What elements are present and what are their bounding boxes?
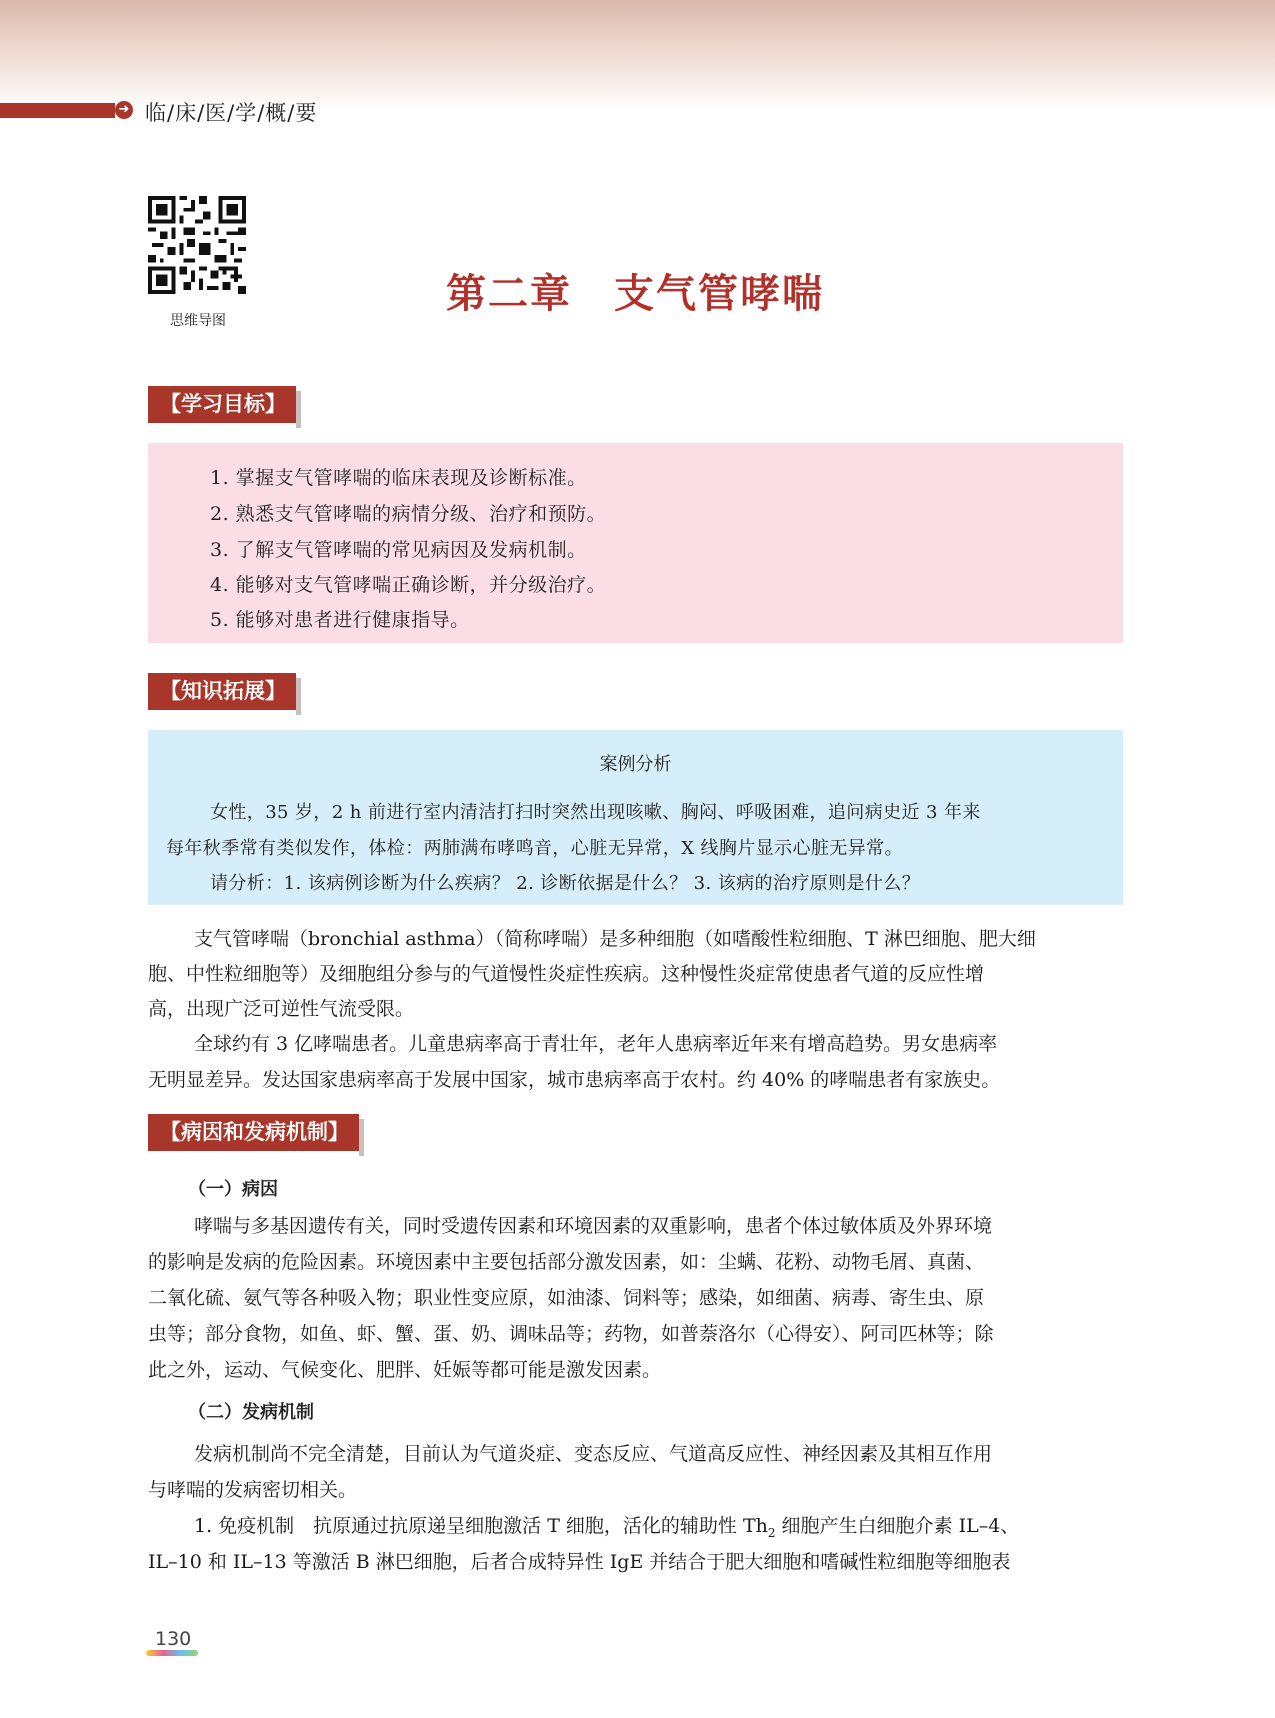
etiology-line: 的影响是发病的危险因素。环境因素中主要包括部分激发因素，如：尘螨、花粉、动物毛屑、真菌、 [148,1251,985,1273]
subsection-heading-etiology: （一）病因 [188,1179,278,1200]
intro-paragraph-line: 胞、中性粒细胞等）及细胞组分参与的气道慢性炎症性疾病。这种慢性炎症常使患者气道的反应性增 [148,963,985,985]
case-line: 请分析：1. 该病例诊断为什么疾病？ 2. 诊断依据是什么？ 3. 该病的治疗原则是什么？ [210,873,921,894]
etiology-line: 二氧化硫、氨气等各种吸入物；职业性变应原，如油漆、饲料等；感染，如细菌、病毒、寄生虫、原 [148,1287,985,1309]
section-etiology-label [148,1114,359,1151]
page-number: 130 [155,1628,192,1650]
section-objectives-label [148,386,296,423]
pathogenesis-line: 发病机制尚不完全清楚，目前认为气道炎症、变态反应、气道高反应性、神经因素及其相互作用 [194,1443,993,1465]
label-shadow [296,391,301,428]
etiology-line: 哮喘与多基因遗传有关，同时受遗传因素和环境因素的双重影响，患者个体过敏体质及外界环境 [194,1215,993,1237]
intro-paragraph-line: 全球约有 3 亿哮喘患者。儿童患病率高于青壮年，老年人患病率近年来有增高趋势。男女患病率 [194,1033,998,1055]
arrow-right-icon: ➜ [115,101,133,119]
case-title: 案例分析 [599,754,672,775]
objective-item: 3. 了解支气管哮喘的常见病因及发病机制。 [210,539,587,561]
book-title: 临/床/医/学/概/要 [145,101,318,125]
objective-item: 4. 能够对支气管哮喘正确诊断，并分级治疗。 [210,574,607,596]
case-analysis-box [148,730,1123,905]
etiology-line: 此之外，运动、气候变化、肥胖、妊娠等都可能是激发因素。 [148,1359,662,1381]
immune-mechanism-line [148,1511,1169,1540]
label-shadow [296,678,301,715]
objectives-box [148,443,1123,643]
case-line: 每年秋季常有类似发作，体检：两肺满布哮鸣音，心脏无异常，X 线胸片显示心脏无异常。 [166,838,903,859]
intro-paragraph-line: 高，出现广泛可逆性气流受限。 [148,998,415,1020]
page-number-decoration [146,1650,198,1656]
chapter-title: 第二章 支气管哮喘 [446,270,824,317]
objective-item: 1. 掌握支气管哮喘的临床表现及诊断标准。 [210,467,587,489]
intro-paragraph-line: 支气管哮喘（bronchial asthma）（简称哮喘）是多种细胞（如嗜酸性粒细胞、T 淋巴细胞、肥大细 [194,928,1036,950]
label-shadow [359,1119,364,1156]
immune-subscript: 2 [767,1525,776,1540]
qr-label: 思维导图 [170,313,226,329]
immune-text-b: 细胞产生白细胞介素 IL–4、 [775,1515,1020,1537]
section-objectives-text: 【学习目标】 [160,392,286,416]
immune-text-a: 1. 免疫机制 抗原通过抗原递呈细胞激活 T 细胞，活化的辅助性 Th [194,1515,768,1537]
objective-item: 5. 能够对患者进行健康指导。 [210,609,470,631]
page-top-gradient [0,0,1275,110]
immune-mechanism-line: IL–10 和 IL–13 等激活 B 淋巴细胞，后者合成特异性 IgE 并结合于肥大细胞和嗜碱性粒细胞等细胞表 [148,1551,1011,1573]
section-knowledge-text: 【知识拓展】 [160,679,286,703]
subsection-heading-pathogenesis: （二）发病机制 [188,1402,314,1423]
header-bar [0,103,115,118]
pathogenesis-line: 与哮喘的发病密切相关。 [148,1479,358,1501]
etiology-line: 虫等；部分食物，如鱼、虾、蟹、蛋、奶、调味品等；药物，如普萘洛尔（心得安）、阿司匹林等；除 [148,1323,994,1345]
case-line: 女性，35 岁，2 h 前进行室内清洁打扫时突然出现咳嗽、胸闷、呼吸困难，追问病史近 3 年来 [210,802,981,823]
qr-code-icon [148,196,246,294]
objective-item: 2. 熟悉支气管哮喘的病情分级、治疗和预防。 [210,503,607,525]
section-knowledge-label [148,673,296,710]
section-etiology-text: 【病因和发病机制】 [160,1120,349,1144]
intro-paragraph-line: 无明显差异。发达国家患病率高于发展中国家，城市患病率高于农村。约 40% 的哮喘患者有家族史。 [148,1069,1001,1091]
